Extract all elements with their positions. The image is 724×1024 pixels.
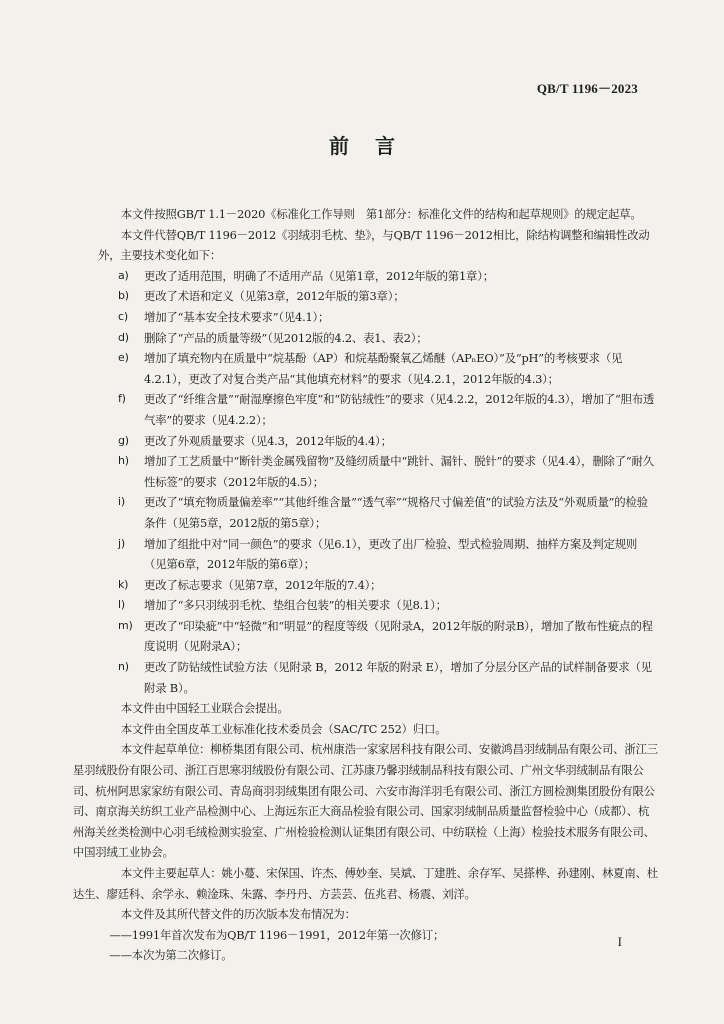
list-item-label: m) [118,618,133,632]
list-item-label: l) [118,598,125,612]
document-body [72,204,658,966]
list-item [98,616,658,657]
list-item [98,348,658,389]
list-item-text: 更改了“印染疵”中“轻微”和“明显”的程度等级（见附录A，2012年版的附录B），增加了散布性疵点的程度说明（见附录A）； [144,618,653,654]
list-item [98,575,658,596]
list-item-label: n) [118,660,129,674]
list-item [98,286,658,307]
list-item [98,657,658,698]
list-item [98,492,658,533]
drafters-paragraph: 本文件主要起草人：姚小蔓、宋保国、许杰、傅妙奎、吴斌、丁建胜、余存军、吴搽桦、孙建刚、林夏南、杜达生、廖廷科、余学永、赖淦珠、朱露、李丹丹、方芸芸、伍兆君、杨震、刘洋。 [72,866,658,901]
changes-list [98,266,658,698]
history-item: ——1991年首次发布为QB/T 1196－1991，2012年第一次修订； [109,927,445,942]
list-item-label: k) [118,577,129,591]
list-item-label: e) [118,351,129,365]
list-item-label: h) [118,454,129,468]
committee-paragraph: 本文件由全国皮革工业标准化技术委员会（SAC/TC 252）归口。 [120,721,447,736]
proposer-paragraph: 本文件由中国轻工业联合会提出。 [120,701,289,716]
drafting-units-paragraph: 本文件起草单位：柳桥集团有限公司、杭州康浩一家家居科技有限公司、安徽鸿昌羽绒制品有限公司、浙江三星羽绒股份有限公司、浙江百思寒羽绒股份有限公司、江苏康乃馨羽绒制品科技有限公司、广州文华羽绒制品有限公司、杭州阿思家家纺有限公司、青岛商羽羽绒集团有限公司、六安市海洋羽毛有限公司、浙江方圆检测集团股份有限公司、南京海关纺织工业产品检测中心、上海远东正大商品检验有限公司、国家羽绒制品质量监督检验中心（成都）、杭州海关丝类检测中心羽毛绒检测实验室、广州检验检测认证集团有限公司、中纺联检（上海）检验技术服务有限公司、中国羽绒工业协会。 [72,742,658,860]
list-item-label: c) [118,309,128,323]
list-item [98,389,658,430]
intro-paragraph-replacement: 本文件代替QB/T 1196－2012《羽绒羽毛枕、垫》，与QB/T 1196－2012相比，除结构调整和编辑性改动外，主要技术变化如下： [98,227,650,263]
list-item-text: 更改了术语和定义（见第3章，2012年版的第3章）； [144,289,405,304]
page-title: 前言 [329,134,421,158]
list-item [98,266,658,287]
list-item-text: 更改了防钻绒性试验方法（见附录 B，2012 年版的附录 E），增加了分层分区产品的试样制备要求（见附录 B）。 [144,660,652,695]
list-item-text: 增加了工艺质量中“断针类金属残留物”及缝纫质量中“跳针、漏针、脱针”的要求（见4.4），删除了“耐久性标签”的要求（2012年版的4.5）； [144,454,654,489]
list-item-label: a) [118,268,129,282]
list-item [98,595,658,616]
list-item-text: 增加了填充物内在质量中“烷基酚（AP）和烷基酚聚氧乙烯醚（APₙEO）”及“pH”的考核要求（见4.2.1），更改了对复合类产品“其他填充材料”的要求（见4.2.1，2012年版的4.3）； [144,351,623,386]
list-item-text: 更改了“纤维含量”“耐湿摩擦色牢度”和“防钻绒性”的要求（见4.2.2，2012年版的4.3），增加了“胆布透气率”的要求（见4.2.2）； [144,392,655,427]
list-item [98,431,658,452]
list-item-text: 更改了标志要求（见第7章，2012年版的7.4）； [144,577,382,592]
list-item-text: 增加了组批中对“同一颜色”的要求（见6.1），更改了出厂检验、型式检验周期、抽样方案及判定规则（见第6章，2012年版的第6章）； [144,536,638,572]
list-item-label: f) [118,392,126,406]
list-item-text: 更改了适用范围，明确了不适用产品（见第1章，2012年版的第1章）； [144,268,494,283]
list-item-label: j) [118,536,125,550]
list-item-text: 更改了外观质量要求（见4.3，2012年版的4.4）； [144,433,392,448]
list-item [98,451,658,492]
list-item-label: i) [118,495,125,509]
list-item-label: g) [118,433,129,447]
list-item-text: 删除了“产品的质量等级”（见2012版的4.2、表1、表2）； [144,330,428,345]
history-item: ——本次为第二次修订。 [109,948,233,963]
list-item [98,328,658,349]
list-item-text: 增加了“多只羽绒羽毛枕、垫组合包装”的相关要求（见8.1）； [144,598,447,613]
list-item-label: d) [118,330,129,344]
list-item-label: b) [118,289,129,303]
list-item [98,307,658,328]
document-code: QB/T 1196－2023 [536,81,638,96]
page-number: I [617,934,622,949]
list-item-text: 更改了“填充物质量偏差率”“其他纤维含量”“透气率”“规格尺寸偏差值”的试验方法及“外观质量”的检验条件（见第5章，2012版的第5章）； [144,495,648,530]
intro-paragraph-drafting: 本文件按照GB/T 1.1－2020《标准化工作导则 第1部分：标准化文件的结构和起草规则》的规定起草。 [120,207,642,221]
list-item-text: 增加了“基本安全技术要求”（见4.1）； [144,309,330,324]
list-item [98,534,658,575]
history-intro-paragraph: 本文件及其所代替文件的历次版本发布情况为： [120,907,356,922]
